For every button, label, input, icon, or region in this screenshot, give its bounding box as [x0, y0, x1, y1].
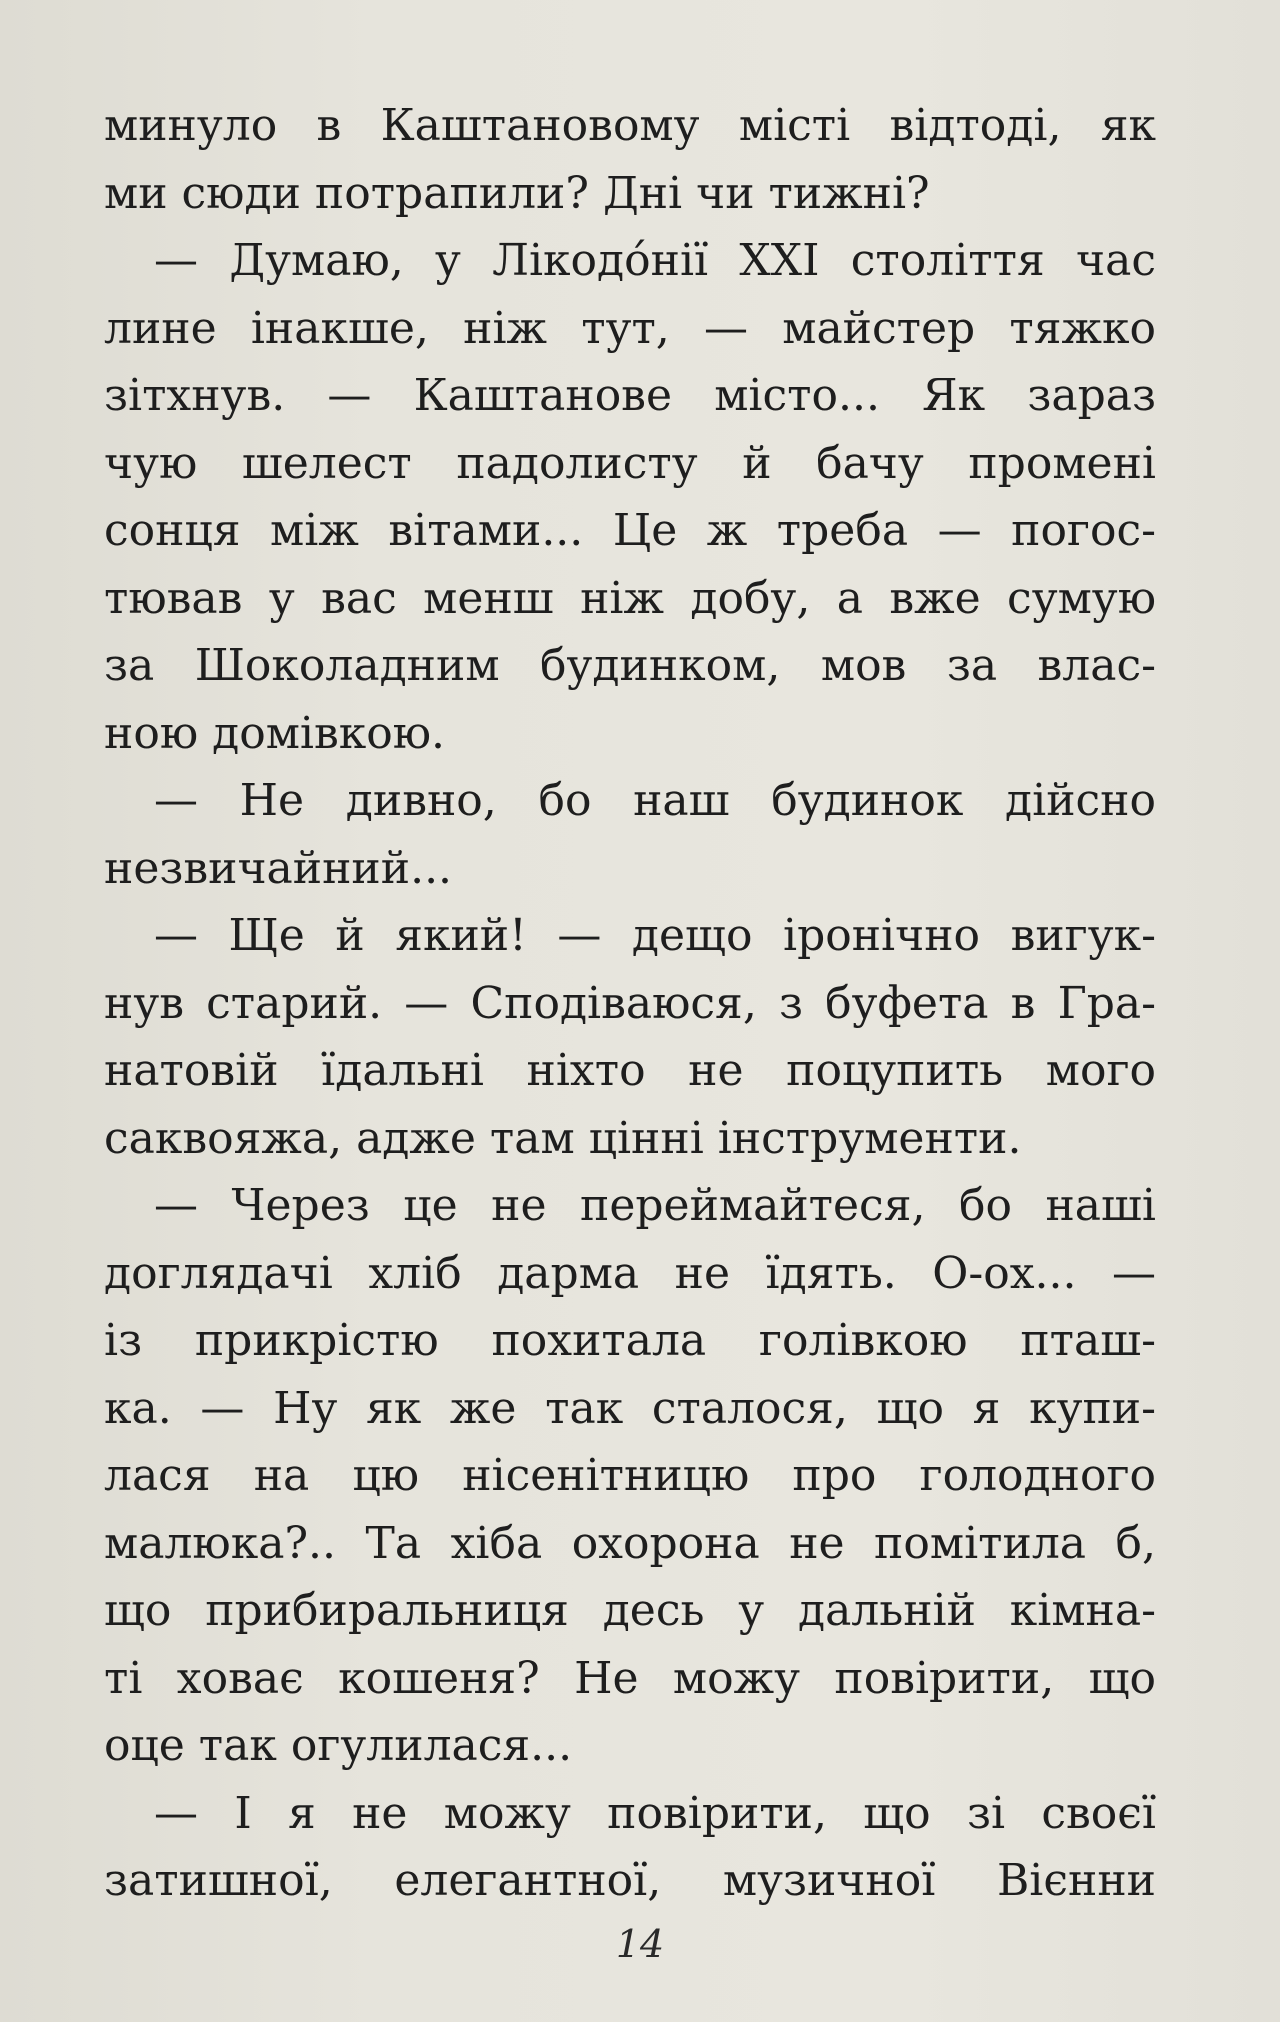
- text-line: ті ховає кошеня? Не можу повірити, що: [104, 1652, 1156, 1704]
- text-line: минуло в Каштановому місті відтоді, як: [104, 100, 1156, 151]
- text-line: із прикрістю похитала голівкою пташ-: [104, 1315, 1156, 1366]
- body-text: [104, 92, 1156, 1915]
- text-line: доглядачі хліб дарма не їдять. О-ох... —: [104, 1247, 1156, 1299]
- text-line: оце так огулилася...: [104, 1720, 573, 1771]
- text-line: — Через це не переймайтеся, бо наші: [154, 1180, 1156, 1231]
- text-line: ка. — Ну як же так сталося, що я купи-: [104, 1382, 1156, 1434]
- text-line: — Не дивно, бо наш будинок дійсно: [154, 775, 1156, 826]
- page-number: 14: [615, 1922, 665, 1966]
- text-line: — Думаю, у Лікодóнії ХХІ століття час: [154, 235, 1156, 286]
- text-line: лине інакше, ніж тут, — майстер тяжко: [104, 302, 1156, 354]
- text-line: незвичайний...: [104, 842, 453, 894]
- text-line: зітхнув. — Каштанове місто... Як зараз: [104, 370, 1156, 421]
- text-line: натовій їдальні ніхто не поцупить мого: [104, 1045, 1156, 1096]
- text-line: саквояжа, адже там цінні інструменти.: [104, 1112, 1022, 1164]
- text-line: чую шелест падолисту й бачу промені: [104, 437, 1156, 489]
- text-line: — Ще й який! — дещо іронічно вигук-: [154, 910, 1156, 961]
- text-line: сонця між вітами... Це ж треба — погос-: [104, 505, 1156, 556]
- text-line: нув старий. — Сподіваюся, з буфета в Гра-: [104, 977, 1156, 1029]
- text-line: ною домівкою.: [104, 707, 446, 759]
- text-line: тював у вас менш ніж добу, а вже сумую: [104, 572, 1156, 624]
- text-line: що прибиральниця десь у дальній кімна-: [104, 1585, 1156, 1636]
- text-line: затишної, елегантної, музичної Вієнни: [104, 1855, 1156, 1906]
- text-line: малюка?.. Та хіба охорона не помітила б,: [104, 1517, 1156, 1569]
- text-line: — І я не можу повірити, що зі своєї: [154, 1787, 1156, 1839]
- text-line: ми сюди потрапили? Дні чи тижні?: [104, 167, 930, 219]
- text-line: лася на цю нісенітницю про голодного: [104, 1450, 1156, 1501]
- text-line: за Шоколадним будинком, мов за влас-: [104, 640, 1156, 691]
